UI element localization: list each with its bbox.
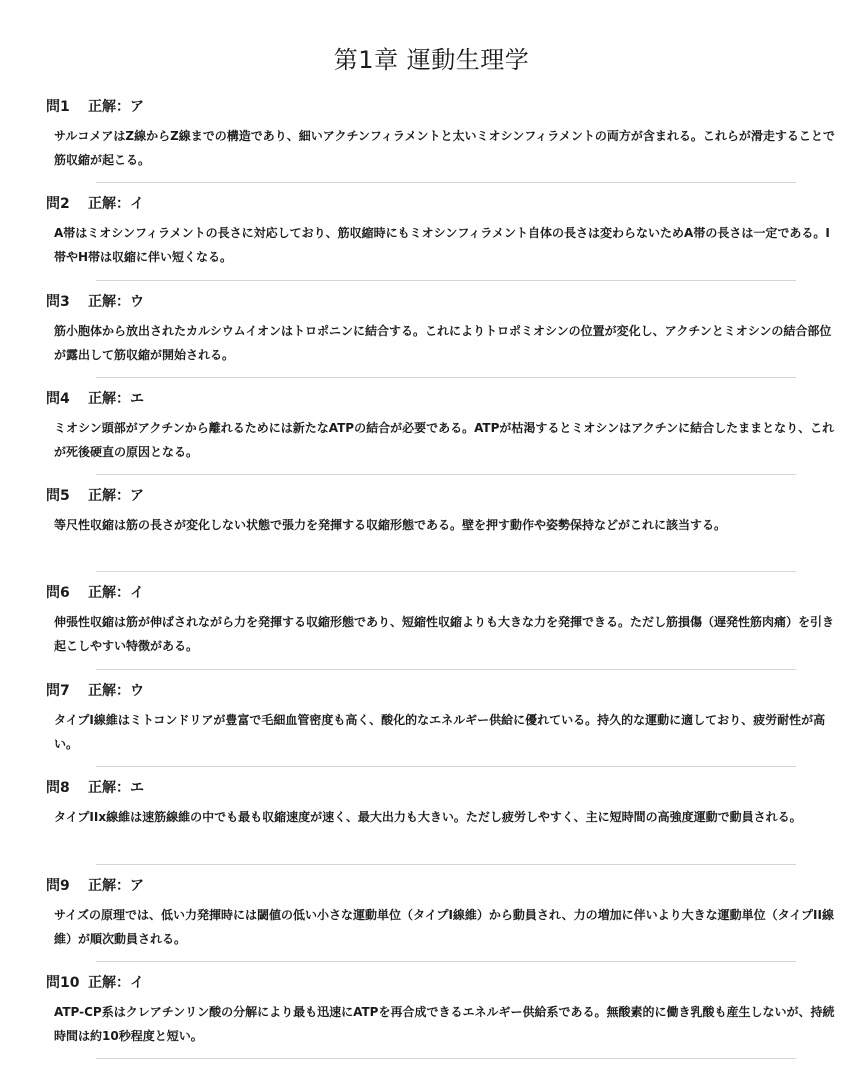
explanation-text: A帯はミオシンフィラメントの長さに対応しており、筋収縮時にもミオシンフィラメント自体の長さは変わらないためA帯の長さは一定である。I帯やH帯は収縮に伴い短くなる。 <box>54 226 830 264</box>
question-item-8 <box>46 779 836 829</box>
question-item-1 <box>46 98 836 172</box>
question-header <box>46 584 836 602</box>
divider <box>96 182 796 183</box>
question-header <box>46 487 836 505</box>
question-header <box>46 779 836 797</box>
question-number: 問7 <box>46 683 70 699</box>
question-item-7 <box>46 682 836 756</box>
question-item-5 <box>46 487 836 537</box>
question-item-2 <box>46 195 836 269</box>
answer-label: 正解：エ <box>88 780 144 796</box>
explanation-text: サルコメアはZ線からZ線までの構造であり、細いアクチンフィラメントと太いミオシンフィラメントの両方が含まれる。これらが滑走することで筋収縮が起こる。 <box>54 129 835 167</box>
divider <box>96 377 796 378</box>
question-item-9 <box>46 877 836 951</box>
divider <box>96 961 796 962</box>
question-number: 問9 <box>46 878 70 894</box>
explanation-text: サイズの原理では、低い力発揮時には閾値の低い小さな運動単位（タイプI線維）から動員され、力の増加に伴いより大きな運動単位（タイプII線維）が順次動員される。 <box>54 908 834 946</box>
question-number: 問3 <box>46 294 70 310</box>
divider <box>96 864 796 865</box>
question-number: 問10 <box>46 975 80 991</box>
explanation-text: タイプIIx線維は速筋線維の中でも最も収縮速度が速く、最大出力も大きい。ただし疲労しやすく、主に短時間の高強度運動で動員される。 <box>54 810 802 824</box>
divider <box>96 669 796 670</box>
answer-label: 正解：ウ <box>88 683 144 699</box>
explanation-text: 伸張性収縮は筋が伸ばされながら力を発揮する収縮形態であり、短縮性収縮よりも大きな力を発揮できる。ただし筋損傷（遅発性筋肉痛）を引き起こしやすい特徴がある。 <box>54 615 835 653</box>
explanation-text: ATP-CP系はクレアチンリン酸の分解により最も迅速にATPを再合成できるエネルギー供給系である。無酸素的に働き乳酸も産生しないが、持続時間は約10秒程度と短い。 <box>54 1005 835 1043</box>
answer-label: 正解：イ <box>88 585 144 601</box>
answer-label: 正解：エ <box>88 391 144 407</box>
explanation-text: ミオシン頭部がアクチンから離れるためには新たなATPの結合が必要である。ATPが枯渇するとミオシンはアクチンに結合したままとなり、これが死後硬直の原因となる。 <box>54 421 835 459</box>
question-number: 問2 <box>46 196 70 212</box>
question-number: 問8 <box>46 780 70 796</box>
question-header <box>46 390 836 408</box>
question-item-4 <box>46 390 836 464</box>
explanation-text: タイプI線維はミトコンドリアが豊富で毛細血管密度も高く、酸化的なエネルギー供給に優れている。持久的な運動に適しており、疲労耐性が高い。 <box>54 713 826 751</box>
question-header <box>46 877 836 895</box>
question-header <box>46 195 836 213</box>
chapter-title: 第1章 運動生理学 <box>333 46 530 75</box>
question-item-6 <box>46 584 836 658</box>
answer-label: 正解：イ <box>88 196 144 212</box>
divider <box>96 280 796 281</box>
question-number: 問1 <box>46 99 70 115</box>
question-header <box>46 682 836 700</box>
question-item-3 <box>46 293 836 367</box>
answer-label: 正解：ア <box>88 488 144 504</box>
question-header <box>46 98 836 116</box>
answer-label: 正解：ア <box>88 878 144 894</box>
divider <box>96 474 796 475</box>
question-number: 問4 <box>46 391 70 407</box>
answer-label: 正解：ア <box>88 99 144 115</box>
question-header <box>46 974 836 992</box>
question-number: 問6 <box>46 585 70 601</box>
answer-label: 正解：ウ <box>88 294 144 310</box>
explanation-text: 筋小胞体から放出されたカルシウムイオンはトロポニンに結合する。これによりトロポミオシンの位置が変化し、アクチンとミオシンの結合部位が露出して筋収縮が開始される。 <box>54 324 832 362</box>
question-item-10 <box>46 974 836 1048</box>
divider <box>96 571 796 572</box>
question-number: 問5 <box>46 488 70 504</box>
divider <box>96 1058 796 1059</box>
divider <box>96 766 796 767</box>
question-header <box>46 293 836 311</box>
answer-label: 正解：イ <box>88 975 144 991</box>
explanation-text: 等尺性収縮は筋の長さが変化しない状態で張力を発揮する収縮形態である。壁を押す動作や姿勢保持などがこれに該当する。 <box>54 518 727 532</box>
